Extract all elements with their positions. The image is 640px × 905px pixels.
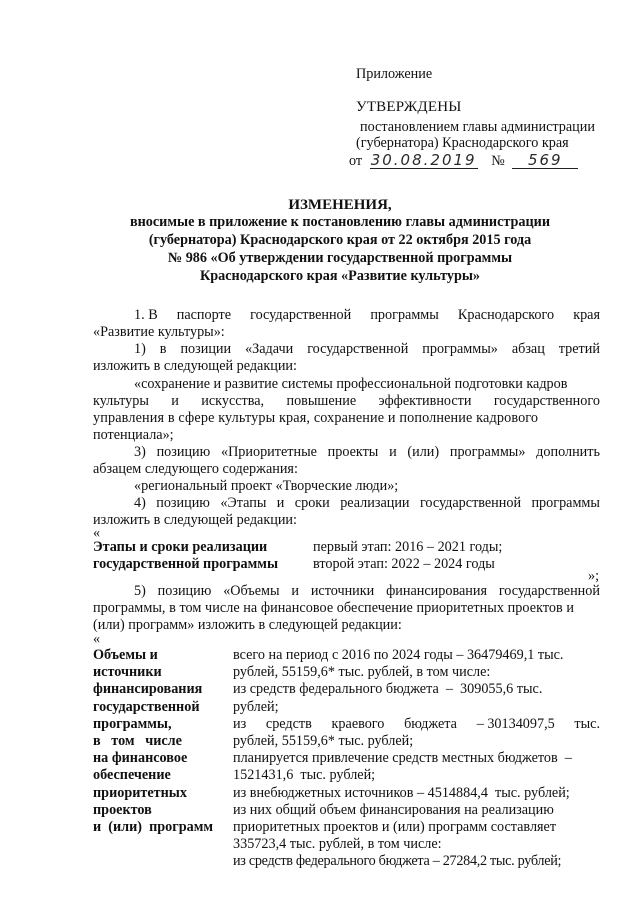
title-line-3: (губернатора) Краснодарского края от 22 октября 2015 года <box>148 232 532 248</box>
document-title <box>60 196 620 214</box>
document-subtitle <box>60 213 620 285</box>
word: государственной <box>250 307 352 323</box>
word: дополнить <box>536 444 600 460</box>
word: «Объемы <box>223 583 280 599</box>
finance-label-line: проектов <box>93 801 152 818</box>
finance-line: из них общий объем финансирования на реализацию <box>233 801 554 818</box>
word: программы» <box>422 341 498 357</box>
word: финансирования <box>386 583 487 599</box>
paragraph-3-line-2 <box>93 393 600 410</box>
word: программы <box>531 495 600 511</box>
paragraph-1-line-2: «Развитие культуры»: <box>93 324 225 340</box>
word: повышение <box>286 393 357 409</box>
word: государственной <box>307 341 409 357</box>
finance-label-line: на финансовое <box>93 750 188 767</box>
paragraph-5: «региональный проект «Творческие люди»; <box>134 478 399 494</box>
word: «Приоритетные <box>220 444 317 460</box>
word: 1. В <box>134 307 158 323</box>
word: проекты <box>327 444 379 460</box>
paragraph-7-line-1 <box>134 583 600 600</box>
finance-line: рублей, 55159,6* тыс. рублей, в том числе: <box>233 664 491 681</box>
stages-label-line-2: государственной программы <box>93 556 279 572</box>
finance-line: всего на период с 2016 по 2024 годы – 36479469,1 тыс. <box>233 647 564 663</box>
word: третий <box>558 341 600 357</box>
word: тыс. <box>574 715 600 732</box>
title-line-4: № 986 «Об утверждении государственной программы <box>167 250 513 266</box>
word: 5) <box>134 583 146 599</box>
word: позицию <box>157 583 212 599</box>
appendix-label: Приложение <box>356 66 433 82</box>
decree-line-1: постановлением главы администрации <box>360 119 595 135</box>
paragraph-7-line-2: программы, в том числе на финансовое обеспечение приоритетных проектов и <box>93 600 575 616</box>
paragraph-4-line-2: абзацем следующего содержания: <box>93 461 298 477</box>
finance-label-line: приоритетных <box>93 784 187 801</box>
paragraph-1-line-1 <box>134 307 600 324</box>
finance-label-line: и (или) программ <box>93 819 214 836</box>
word: и <box>171 393 179 409</box>
title-line-5: Краснодарского края «Развитие культуры» <box>199 268 481 284</box>
paragraph-3-line-1: «сохранение и развитие системы профессиональной подготовки кадров <box>134 376 568 392</box>
number-prefix: № <box>491 153 505 169</box>
decree-date-line <box>349 152 578 170</box>
word: из <box>233 715 247 732</box>
word: 4) <box>134 495 146 511</box>
finance-details <box>233 647 600 871</box>
handwritten-number: 569 <box>512 152 578 169</box>
paragraph-4-line-1 <box>134 444 600 461</box>
stage-1: первый этап: 2016 – 2021 годы; <box>313 539 503 555</box>
paragraph-6-line-1 <box>134 495 600 512</box>
word: – 30134097,5 <box>476 715 555 732</box>
word: 1) <box>134 341 146 357</box>
finance-label <box>93 647 213 836</box>
word: «Задачи <box>245 341 294 357</box>
decree-line-2: (губернатора) Краснодарского края <box>356 135 569 151</box>
word: источники <box>310 583 375 599</box>
word: паспорте <box>176 307 232 323</box>
title-line-1: ИЗМЕНЕНИЯ, <box>288 197 392 213</box>
finance-line: планируется привлечение средств местных бюджетов – <box>233 750 572 767</box>
date-prefix: от <box>349 153 363 169</box>
finance-line: рублей, 55159,6* тыс. рублей; <box>233 733 414 750</box>
word: и <box>389 444 397 460</box>
paragraph-3-line-4: потенциала»; <box>93 427 174 443</box>
finance-label-line: финансирования <box>93 681 203 698</box>
word: эффективности <box>378 393 472 409</box>
finance-label-line: обеспечение <box>93 767 171 784</box>
paragraph-2-line-2: изложить в следующей редакции: <box>93 358 297 374</box>
paragraph-3-line-3: управления в сфере культуры края, сохранение и пополнение кадрового <box>93 410 539 426</box>
quote-open-mark-2: « <box>93 631 101 647</box>
paragraph-2-line-1 <box>134 341 600 358</box>
finance-line <box>233 716 600 733</box>
finance-line: 1521431,6 тыс. рублей; <box>233 767 376 784</box>
finance-line: из средств федерального бюджета – 27284,2 тыс. рублей; <box>233 853 562 870</box>
paragraph-7-line-3: (или) программ» изложить в следующей редакции: <box>93 617 402 633</box>
word: государственной <box>419 495 522 511</box>
word: Краснодарского <box>457 307 555 323</box>
word: программы <box>370 307 439 323</box>
title-line-2: вносимые в приложение к постановлению главы администрации <box>129 214 551 230</box>
stage-2: второй этап: 2022 – 2024 годы <box>313 556 495 572</box>
quote-close-mark: »; <box>588 568 600 584</box>
word: государственного <box>493 393 600 409</box>
word: краевого <box>331 715 385 732</box>
word: средств <box>265 715 312 732</box>
word: бюджета <box>404 715 457 732</box>
finance-line: из внебюджетных источников – 4514884,4 тыс. рублей; <box>233 784 570 801</box>
word: культуры <box>93 393 149 409</box>
finance-line: приоритетных проектов и (или) программ составляет <box>233 819 557 836</box>
word: и <box>276 495 285 511</box>
finance-line: 335723,4 тыс. рублей, в том числе: <box>233 836 442 853</box>
finance-line: из средств федерального бюджета – 309055,6 тыс. <box>233 681 543 698</box>
finance-label-line: в том числе <box>93 733 182 750</box>
finance-label-line: Объемы и <box>93 647 158 663</box>
word: и <box>291 583 299 599</box>
finance-label-line: программы, <box>93 715 172 732</box>
stages-label-line-1: Этапы и сроки реализации <box>93 539 268 555</box>
word: «Этапы <box>220 495 267 511</box>
paragraph-6-line-2: изложить в следующей редакции: <box>93 512 297 528</box>
word: реализации <box>340 495 410 511</box>
word: сроки <box>294 495 330 511</box>
word: программы» <box>449 444 526 460</box>
finance-label-line: государственной <box>93 698 200 715</box>
finance-line: рублей; <box>233 698 279 715</box>
word: искусства, <box>201 393 265 409</box>
word: позиции <box>180 341 232 357</box>
handwritten-date: 30.08.2019 <box>370 151 477 169</box>
finance-label-line: источники <box>93 664 162 681</box>
word: государственной <box>498 583 600 599</box>
quote-open-mark: « <box>93 525 101 541</box>
word: абзац <box>511 341 545 357</box>
word: края <box>573 307 600 323</box>
word: позицию <box>156 444 211 460</box>
approved-label: УТВЕРЖДЕНЫ <box>356 99 462 115</box>
word: (или) <box>407 444 440 460</box>
word: в <box>159 341 167 357</box>
word: 3) <box>134 444 146 460</box>
word: позицию <box>156 495 210 511</box>
